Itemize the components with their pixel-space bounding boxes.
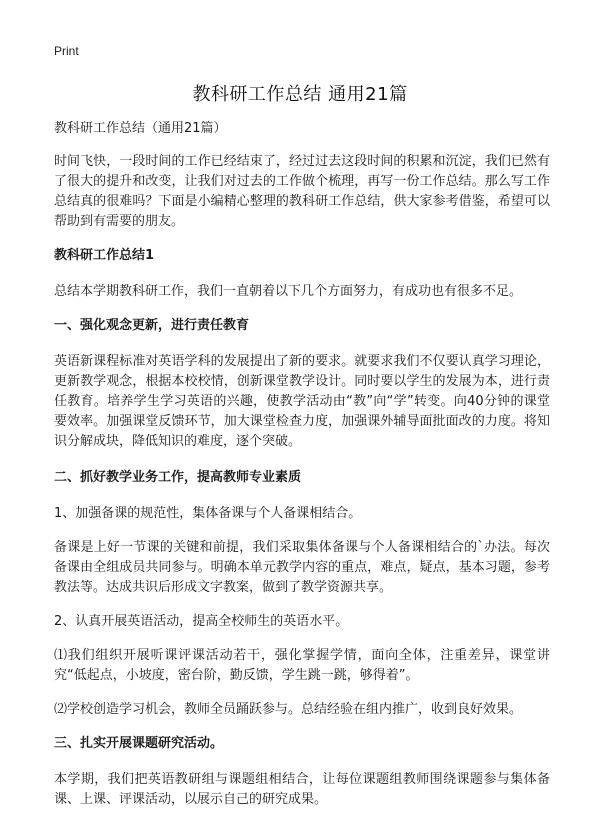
paragraph-2-4: ⑴我们组织开展听课评课活动若干，强化掌握学情，面向全体，注重差异，课堂讲究“低起点，小坡度，密台阶，勤反馈，学生跳一跳，够得着”。 bbox=[54, 648, 550, 683]
article-subtitle: 教科研工作总结（通用21篇） bbox=[54, 121, 227, 136]
print-link[interactable]: Print bbox=[54, 44, 79, 58]
paragraph-2-1: 1、加强备课的规范性，集体备课与个人备课相结合。 bbox=[54, 506, 362, 521]
heading-3: 三、扎实开展课题研究活动。 bbox=[54, 736, 224, 751]
summary-paragraph: 总结本学期教科研工作，我们一直朝着以下几个方面努力，有成功也有很多不足。 bbox=[54, 284, 523, 299]
heading-1: 一、强化观念更新，进行责任教育 bbox=[54, 318, 250, 333]
heading-2: 二、抓好教学业务工作，提高教师专业素质 bbox=[54, 470, 302, 485]
intro-paragraph: 时间飞快，一段时间的工作已经结束了，经过过去这段时间的积累和沉淀，我们已然有了很大的提升和改变，让我们对过去的工作做个梳理，再写一份工作总结。那么写工作总结真的很难吗？下面是小编精心整理的教科研工作总结，供大家参考借鉴，希望可以帮助到有需要的朋友。 bbox=[54, 154, 550, 229]
paragraph-2-3: 2、认真开展英语活动，提高全校师生的英语水平。 bbox=[54, 614, 349, 629]
paragraph-2-5: ⑵学校创造学习机会，教师全员踊跃参与。总结经验在组内推广，收到良好效果。 bbox=[54, 702, 523, 717]
section-title: 教科研工作总结1 bbox=[54, 248, 155, 263]
paragraph-2-2: 备课是上好一节课的关键和前提，我们采取集体备课与个人备课相结合的`办法。每次备课由全组成员共同参与。明确本单元教学内容的重点，难点，疑点，基本习题，参考教法等。达成共识后形成文字教案，做到了教学资源共享。 bbox=[54, 540, 550, 595]
page-title: 教科研工作总结 通用21篇 bbox=[192, 84, 408, 105]
paragraph-3: 本学期，我们把英语教研组与课题组相结合，让每位课题组教师围绕课题参与集体备课、上课、评课活动，以展示自己的研究成果。 bbox=[54, 772, 550, 807]
article-body bbox=[54, 119, 550, 824]
paragraph-1: 英语新课程标准对英语学科的发展提出了新的要求。就要求我们不仅要认真学习理论，更新教学观念，根据本校校情，创新课堂教学设计。同时要以学生的发展为本，进行责任教育。培养学生学习英语的兴趣，使教学活动由“教”向“学”转变。向40分钟的课堂要效率。加强课堂反馈环节，加大课堂检查力度，加强课外辅导面批面改的力度。将知识分解成块，降低知识的难度，逐个突破。 bbox=[54, 354, 550, 449]
